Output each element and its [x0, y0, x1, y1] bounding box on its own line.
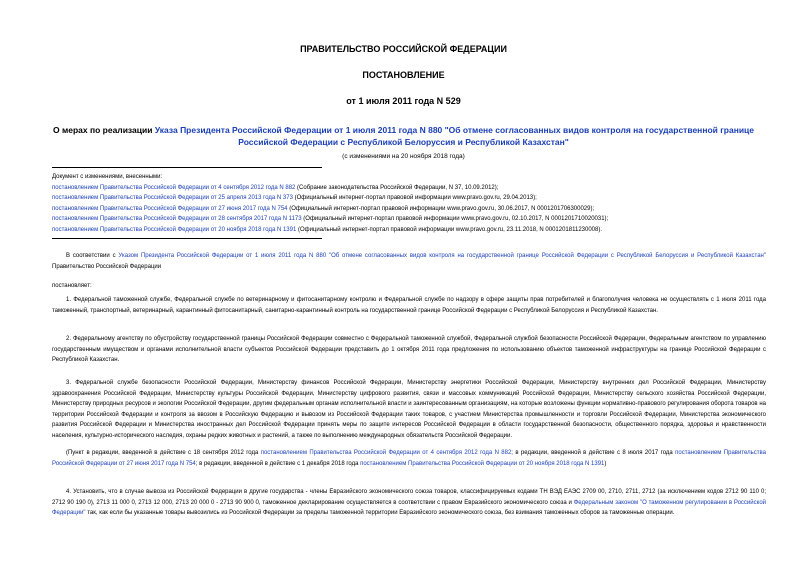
change-item [52, 183, 772, 194]
change-note: (Собрание законодательства Российской Федерации, N 37, 10.09.2012); [295, 184, 499, 191]
change-link[interactable]: постановлением Правительства Российской Федерации от 4 сентября 2012 года N 882 [52, 184, 296, 191]
document-type: ПОСТАНОВЛЕНИЕ [362, 70, 445, 80]
decides-line: постановляет: [52, 283, 92, 289]
change-link[interactable]: постановлением Правительства Российской Федерации от 20 ноября 2018 года N 1391 [52, 226, 297, 233]
divider-top [52, 167, 322, 168]
p4-text: 4. Установить, что в случае вывоза из Российской Федерации в другие государства - члены Евразийского экономического союза товаров, классифицируемых кодами ТН ВЭД ЕАЭС 2709 00, 2710, 2711, 2712 (за исключением кодов 2712 90 110 0; 2712 90 190 0), 2713 11 000 0, 2713 12 000, 2713 20 000 0 - 2713 90 900 0, таможенное декларирование осуществляется в соответствии с правом Евразийского экономического союза и [52, 489, 766, 506]
paragraph-4 [52, 487, 766, 519]
note-link-754[interactable]: постановлением Правительства Российской Федерации от 27 июня 2017 года N 754 [52, 450, 766, 467]
note-text: ; в редакции, введенной в действие с 8 июля 2017 года [511, 450, 676, 456]
preamble-decree-link[interactable]: Указом Президента Российской Федерации от 1 июля 2011 года N 880 "Об отмене согласованных видов контроля на государственной границе Российской Федерации с Республикой Белоруссия и Республикой Казахстан" [118, 253, 766, 259]
revision-note: (с изменениями на 20 ноября 2018 года) [342, 153, 465, 160]
title-decree-link[interactable]: Указа Президента Российской Федерации от 1 июля 2011 года N 880 "Об отмене согласованных видов контроля на государственной границе Российской Федерации с Республикой Белоруссия и Республикой Казахстан" [154, 125, 755, 147]
change-note: (Официальный интернет-портал правовой информации www.pravo.gov.ru, 30.06.2017, N 0001201706300029); [287, 205, 595, 212]
paragraph-3-note [52, 448, 766, 469]
preamble-suffix: Правительство Российской Федерации [52, 263, 162, 270]
paragraph-1: 1. Федеральной таможенной службе, Федеральной службе по ветеринарному и фитосанитарному контролю и Федеральной службе по надзору в сфере защиты прав потребителей и благополучия человека не осуществлять с 1 июля 2011 года таможенный, транспортный, ветеринарный, карантинный фитосанитарный, санитарно-карантинный контроль на государственной границе Российской Федерации с Республикой Белоруссия и Республикой Казахстан. [52, 297, 766, 314]
change-note: (Официальный интернет-портал правовой информации www.pravo.gov.ru, 23.11.2018, N 0001201811230008). [296, 226, 603, 233]
divider-bottom [52, 238, 322, 239]
p4-text: так, как если бы указанные товары вывозились из Российской Федерации за пределы таможенной территории Евразийского экономического союза, без взимания таможенных сборов за таможенные операции. [85, 510, 675, 516]
change-note: (Официальный интернет-портал правовой информации www.pravo.gov.ru, 29.04.2013); [292, 195, 537, 201]
document-title [40, 124, 767, 148]
change-item [52, 225, 772, 236]
government-heading: ПРАВИТЕЛЬСТВО РОССИЙСКОЙ ФЕДЕРАЦИИ [300, 44, 507, 54]
note-text: ) [604, 460, 607, 467]
changes-intro: Документ с изменениями, внесенными: [52, 174, 163, 180]
change-item [52, 214, 772, 225]
note-text: (Пункт в редакции, введенной в действие с 18 сентября 2012 года [66, 450, 261, 456]
note-link-1391[interactable]: постановлением Правительства Российской Федерации от 20 ноября 2018 года N 1391 [360, 460, 605, 467]
change-item [52, 204, 772, 215]
customs-law-link[interactable]: Федеральным законом "О таможенном регулировании в Российской Федерации" [52, 499, 767, 516]
changes-list [52, 172, 772, 235]
preamble [52, 251, 766, 272]
change-item [52, 193, 772, 204]
change-link[interactable]: постановлением Правительства Российской Федерации от 25 апреля 2013 года N 373 [52, 195, 293, 201]
note-link-882[interactable]: постановлением Правительства Российской Федерации от 4 сентября 2012 года N 882 [260, 450, 512, 456]
title-prefix: О мерах по реализации [52, 125, 155, 135]
change-link[interactable]: постановлением Правительства Российской Федерации от 27 июня 2017 года N 754 [52, 205, 288, 212]
paragraph-2: 2. Федеральному агентству по обустройству государственной границы Российской Федерации совместно с Федеральной таможенной службой, Федеральной службой безопасности Российской Федерации, Федеральным агентством по управлению государственным имуществом и органами исполнительной власти субъектов Российской Федерации представить до 1 октября 2011 года предложения по использованию объектов таможенной инфраструктуры на границе Российской Федерации с Республикой Казахстан. [52, 336, 766, 363]
change-note: (Официальный интернет-портал правовой информации www.pravo.gov.ru, 02.10.2017, N 0001201710020031); [301, 216, 609, 222]
document-date: от 1 июля 2011 года N 529 [346, 96, 461, 106]
change-link[interactable]: постановлением Правительства Российской Федерации от 28 сентября 2017 года N 1173 [52, 216, 302, 222]
paragraph-3: 3. Федеральной службе безопасности Российской Федерации, Министерству финансов Российской Федерации, Министерству энергетики Российской Федерации, Министерству внутренних дел Российской Федерации, Министерству здравоохранения Российской Федерации, Министерству культуры Российской Федерации, Министерству цифрового развития, связи и массовых коммуникаций Российской Федерации, Министерству сельского хозяйства Российской Федерации, Министерству природных ресурсов и экологии Российской Федерации, другим федеральным органам исполнительной власти и заинтересованным организациям, на которые возложены функции нормативно-правового регулирования оборота товаров на территории Российской Федерации и контроля за ввозом в Российскую Федерацию и вывозом из Российской Федерации таких товаров, с участием Министерства промышленности и торговли Российской Федерации, Министерства экономического развития Российской Федерации и Министерства иностранных дел Российской Федерации принять меры по защите интересов Российской Федерации в области государственной безопасности, общественного порядка, здоровья и нравственности населения, культурно-исторического наследия, охраны редких животных и растений, а также по выполнению международных обязательств Российской Федерации. [52, 380, 766, 439]
preamble-prefix: В соответствии с [66, 253, 119, 259]
note-text: ; в редакции, введенной в действие с 1 декабря 2018 года [195, 460, 361, 467]
